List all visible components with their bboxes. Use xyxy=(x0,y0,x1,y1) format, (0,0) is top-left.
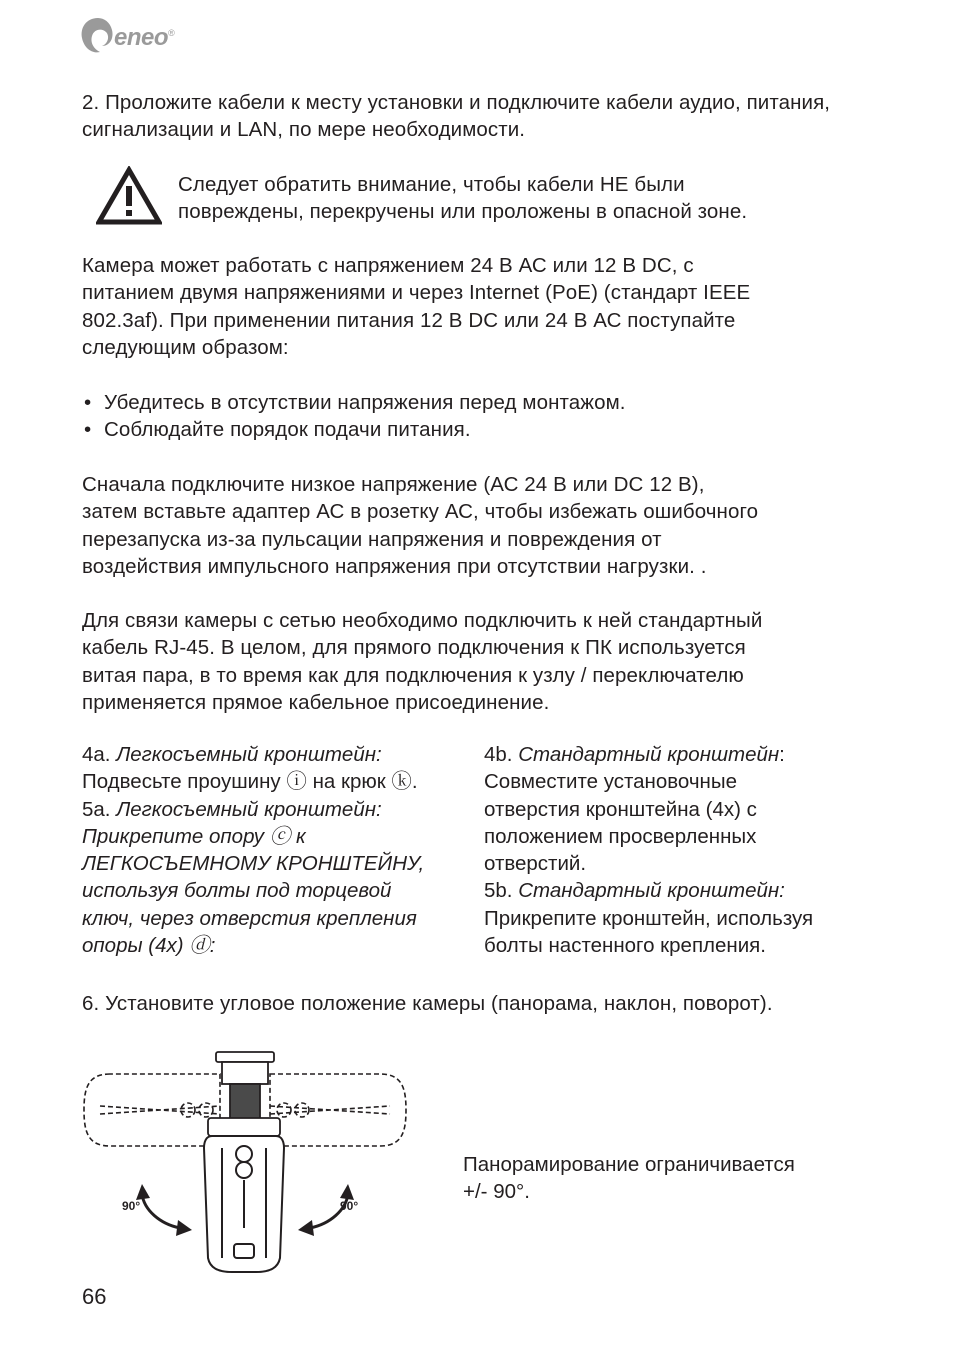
precaution-list xyxy=(82,389,626,444)
power-paragraph: Камера может работать с напряжением 24 В АС или 12 В DC, с питанием двумя напряжениями и через Internet (PoE) (стандарт IEEE 802.3af). При применении питания 12 В DC или 24 В АС поступайте следующим образом: xyxy=(82,254,751,359)
warning-triangle-icon xyxy=(96,166,162,226)
step-5a-text: Прикрепите опору ⓒ к xyxy=(82,824,306,848)
step-4a-text: Подвесьте проушину ⓘ на крюк ⓚ. xyxy=(82,770,418,794)
power-sequence-paragraph: Сначала подключите низкое напряжение (АС 24 В или DC 12 В), затем вставьте адаптер АС в розетку АС, чтобы избежать ошибочного перезапуска из-за пульсации напряжения и повреждения от воздействия импульсного напряжения при отсутствии нагрузки. . xyxy=(82,473,759,578)
list-item: • Соблюдайте порядок подачи питания. xyxy=(82,416,626,443)
step-5b-heading: 5b. Стандартный кронштейн: xyxy=(484,879,785,903)
network-paragraph: Для связи камеры с сетью необходимо подключить к ней стандартный кабель RJ-45. В целом, для прямого подключения к ПК используется витая пара, в то время как для подключения к узлу / переключателю применяется прямое кабельное присоединение. xyxy=(82,609,763,714)
step-5a-heading: 5a. Легкосъемный кронштейн: xyxy=(82,797,382,821)
quick-bracket-column xyxy=(82,741,474,959)
step-4b-text: отверстия кронштейна (4x) с xyxy=(484,797,757,821)
step-6-text: 6. Установите угловое положение камеры (панорама, наклон, поворот). xyxy=(82,992,773,1015)
warning-text: Следует обратить внимание, чтобы кабели НЕ были повреждены, перекручены или проложены в опасной зоне. xyxy=(178,173,748,224)
camera-pan-diagram xyxy=(80,1048,410,1273)
step-5a-text: ключ, через отверстия крепления xyxy=(82,906,417,930)
list-item: • Убедитесь в отсутствии напряжения перед монтажом. xyxy=(82,389,626,416)
step-5a-text: опоры (4x) ⓓ: xyxy=(82,934,216,958)
step-4b-text: отверстий. xyxy=(484,852,587,876)
step-5b-text: болты настенного крепления. xyxy=(484,934,766,958)
step-4b-text: положением просверленных xyxy=(484,824,757,848)
step-5b-text: Прикрепите кронштейн, используя xyxy=(484,906,814,930)
step-4b-heading: 4b. Стандартный кронштейн: xyxy=(484,743,785,766)
step-4a-heading: 4a. Легкосъемный кронштейн: xyxy=(82,743,382,766)
camera-body xyxy=(204,1136,284,1272)
pan-limit-note: Панорамирование ограничивается +/- 90°. xyxy=(463,1153,795,1204)
left-angle-label: 90° xyxy=(122,1199,141,1213)
step-4b-text: Совместите установочные xyxy=(484,770,738,794)
eneo-logo xyxy=(80,16,200,60)
step-2-text: 2. Проложите кабели к месту установки и подключите кабели аудио, питания, сигнализации и LAN, по мере необходимости. xyxy=(82,91,831,142)
step-5a-text: ЛЕГКОСЪЕМНОМУ КРОНШТЕЙНУ, xyxy=(82,852,425,876)
standard-bracket-column xyxy=(484,741,884,959)
right-angle-label: 90° xyxy=(340,1199,359,1213)
page-number: 66 xyxy=(82,1284,107,1309)
eneo-swirl-icon xyxy=(80,16,116,56)
brand-name: eneo® xyxy=(114,24,175,51)
step-5a-text: используя болты под торцевой xyxy=(82,879,392,903)
camera-mount xyxy=(208,1052,280,1136)
